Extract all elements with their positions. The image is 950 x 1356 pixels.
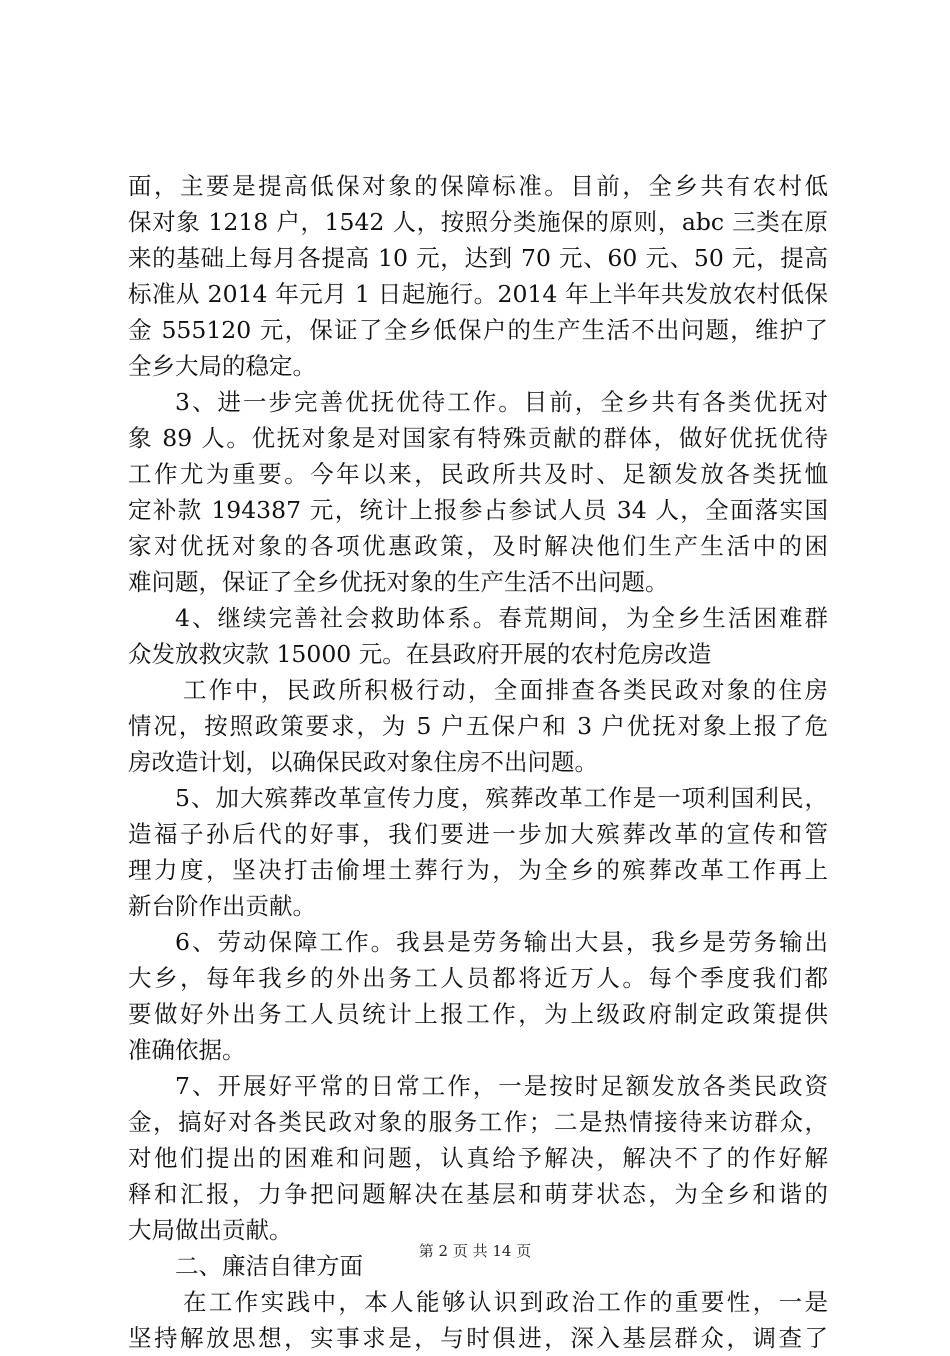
text-line: 房改造计划，以确保民政对象住房不出问题。 <box>128 748 598 776</box>
text-line: 金，搞好对各类民政对象的服务工作；二是热情接待来访群众， <box>128 1108 828 1136</box>
text-line: 全乡大局的稳定。 <box>128 352 316 380</box>
page-number-footer: 第 2 页 共 14 页 <box>418 1242 532 1260</box>
text-line: 难问题，保证了全乡优抚对象的生产生活不出问题。 <box>128 568 669 596</box>
text-line: 工作尤为重要。今年以来，民政所共及时、足额发放各类抚恤 <box>128 460 828 488</box>
text-line: 新台阶作出贡献。 <box>128 892 316 920</box>
text-line: 坚持解放思想，实事求是，与时俱进，深入基层群众，调查了 <box>128 1324 828 1352</box>
text-line: 金 555120 元，保证了全乡低保户的生产生活不出问题，维护了 <box>128 316 828 344</box>
text-line: 大局做出贡献。 <box>128 1216 293 1244</box>
paragraph-start-line: 在工作实践中，本人能够认识到政治工作的重要性，一是 <box>183 1288 828 1316</box>
paragraph-start-line: 3、进一步完善优抚优待工作。目前，全乡共有各类优抚对 <box>175 388 828 416</box>
section-heading: 二、廉洁自律方面 <box>175 1252 363 1280</box>
text-line: 众发放救灾款 15000 元。在县政府开展的农村危房改造 <box>128 640 712 668</box>
text-line: 来的基础上每月各提高 10 元，达到 70 元、60 元、50 元，提高 <box>128 244 828 272</box>
text-line: 面，主要是提高低保对象的保障标准。目前，全乡共有农村低 <box>128 172 828 200</box>
paragraph-start-line: 7、开展好平常的日常工作，一是按时足额发放各类民政资 <box>175 1072 828 1100</box>
text-line: 家对优抚对象的各项优惠政策，及时解决他们生产生活中的困 <box>128 532 828 560</box>
paragraph-start-line: 4、继续完善社会救助体系。春荒期间，为全乡生活困难群 <box>175 604 828 632</box>
text-line: 保对象 1218 户，1542 人，按照分类施保的原则，abc 三类在原 <box>128 208 828 236</box>
paragraph-start-line: 5、加大殡葬改革宣传力度，殡葬改革工作是一项利国利民， <box>175 784 828 812</box>
text-line: 对他们提出的困难和问题，认真给予解决，解决不了的作好解 <box>128 1144 828 1172</box>
document-body <box>128 168 828 1356</box>
text-line: 情况，按照政策要求，为 5 户五保户和 3 户优抚对象上报了危 <box>128 712 828 740</box>
text-line: 要做好外出务工人员统计上报工作，为上级政府制定政策提供 <box>128 1000 828 1028</box>
paragraph-start-line: 工作中，民政所积极行动，全面排查各类民政对象的住房 <box>183 676 828 704</box>
text-line: 释和汇报，力争把问题解决在基层和萌芽状态，为全乡和谐的 <box>128 1180 828 1208</box>
text-line: 理力度，坚决打击偷埋土葬行为，为全乡的殡葬改革工作再上 <box>128 856 828 884</box>
text-line: 准确依据。 <box>128 1036 246 1064</box>
text-line: 标准从 2014 年元月 1 日起施行。2014 年上半年共发放农村低保 <box>128 280 828 308</box>
text-line: 定补款 194387 元，统计上报参占参试人员 34 人，全面落实国 <box>128 496 828 524</box>
text-line: 造福子孙后代的好事，我们要进一步加大殡葬改革的宣传和管 <box>128 820 828 848</box>
text-line: 大乡，每年我乡的外出务工人员都将近万人。每个季度我们都 <box>128 964 828 992</box>
text-line: 象 89 人。优抚对象是对国家有特殊贡献的群体，做好优抚优待 <box>128 424 828 452</box>
paragraph-start-line: 6、劳动保障工作。我县是劳务输出大县，我乡是劳务输出 <box>175 928 828 956</box>
